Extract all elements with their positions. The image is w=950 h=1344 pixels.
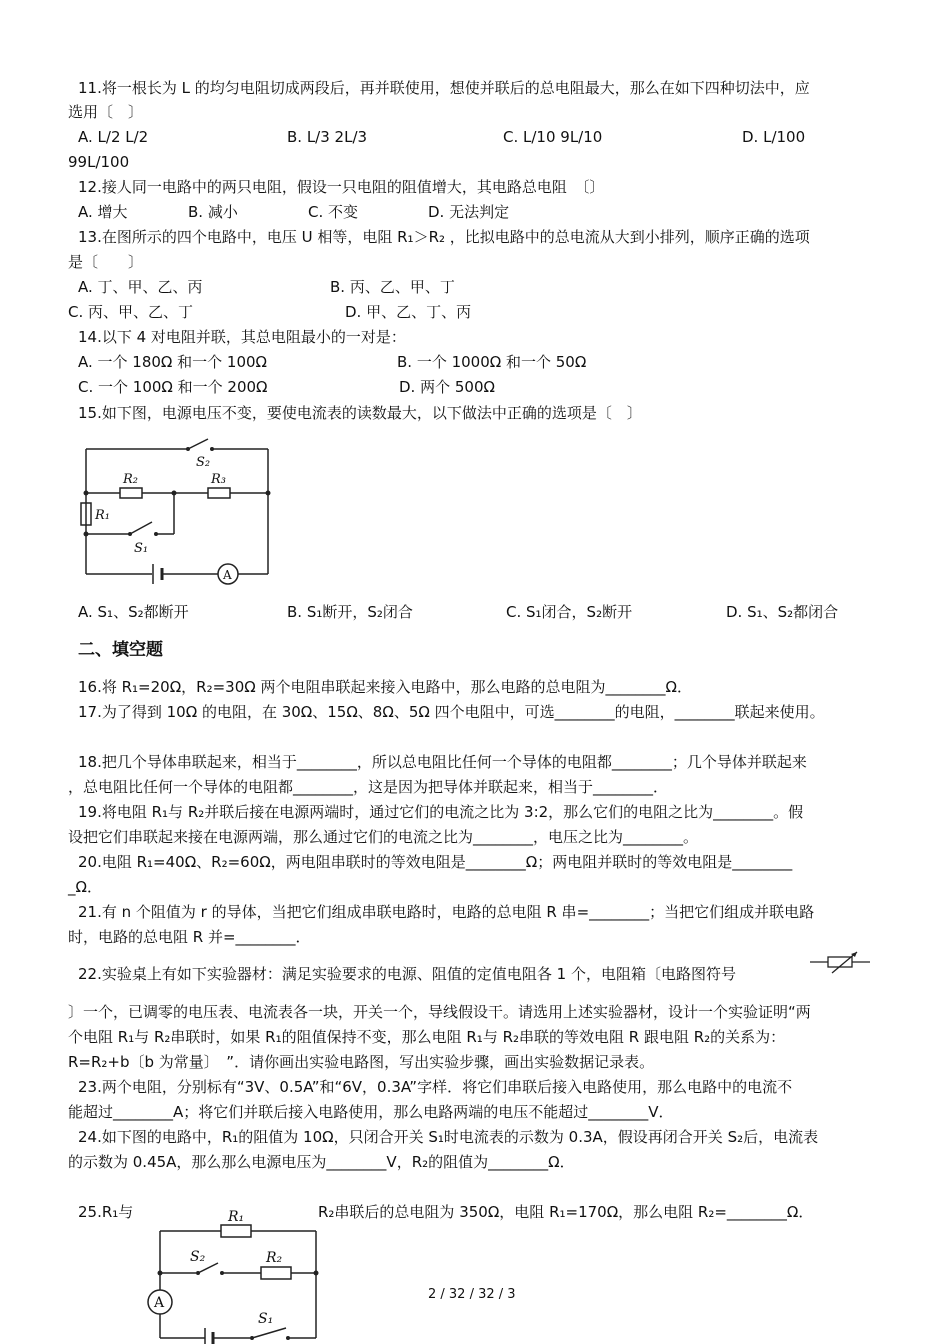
q12-option-d: D. 无法判定 — [428, 203, 510, 221]
q13-option-c: C. 丙、甲、乙、丁 — [68, 303, 194, 321]
q14-option-b: B. 一个 1000Ω 和一个 50Ω — [397, 353, 587, 371]
q15-label-r2: R₂ — [123, 472, 138, 487]
q13-stem-line2: 是〔 〕 — [68, 253, 144, 271]
q16: 16.将 R₁=20Ω，R₂=30Ω 两个电阻串联起来接入电路中，那么电路的总电阻为________Ω． — [78, 678, 692, 696]
q25-label-r1: R₁ — [228, 1209, 245, 1225]
q25-label-s1: S₁ — [258, 1311, 274, 1327]
section-heading-fill-in: 二、填空题 — [78, 640, 163, 660]
q25-label-s2: S₂ — [190, 1249, 206, 1265]
q22-line2: 〕一个，已调零的电压表、电流表各一块，开关一个，导线假设干。请选用上述实验器材，设计一个实验证明“两 — [68, 1003, 811, 1021]
q22-line4: R=R₂+b〔b 为常量〕 ”．请你画出实验电路图，写出实验步骤，画出实验数据记录表。 — [68, 1053, 655, 1071]
q24-line2: 的示数为 0.45A，那么那么电源电压为________V，R₂的阻值为________Ω． — [68, 1153, 575, 1171]
q15-ammeter-label: A — [223, 568, 232, 582]
q25-ammeter-label: A — [154, 1295, 165, 1311]
q15-label-r1: R₁ — [95, 508, 110, 523]
q13-option-b: B. 丙、乙、甲、丁 — [330, 278, 455, 296]
q23-line1: 23.两个电阻，分别标有“3V、0.5A”和“6V，0.3A”字样．将它们串联后接入电路使用，那么电路中的电流不 — [78, 1078, 793, 1096]
q24-line1: 24.如下图的电路中，R₁的阻值为 10Ω，只闭合开关 S₁时电流表的示数为 0.3A，假设再闭合开关 S₂后，电流表 — [78, 1128, 819, 1146]
q25-prefix: 25.R₁与 — [78, 1203, 134, 1221]
q12-stem: 12.接人同一电路中的两只电阻，假设一只电阻的阻值增大，其电路总电阻 〔〕 — [78, 178, 605, 196]
q19-line1: 19.将电阻 R₁与 R₂并联后接在电源两端时，通过它们的电流之比为 3:2，那么它们的电阻之比为________。假 — [78, 803, 804, 821]
q25-rest: R₂串联后的总电阻为 350Ω，电阻 R₁=170Ω，那么电阻 R₂=________Ω． — [318, 1203, 814, 1221]
q11-option-d: D. L/100 — [742, 128, 806, 146]
q11-option-a: A. L/2 L/2 — [78, 128, 149, 146]
q11-option-b: B. L/3 2L/3 — [287, 128, 368, 146]
q13-option-a: A. 丁、甲、乙、丙 — [78, 278, 203, 296]
q11-option-c: C. L/10 9L/10 — [503, 128, 603, 146]
q15-label-s1: S₁ — [134, 541, 149, 556]
q14-stem: 14.以下 4 对电阻并联，其总电阻最小的一对是： — [78, 328, 406, 346]
q18-line1: 18.把几个导体串联起来，相当于________，所以总电阻比任何一个导体的电阻都________；几个导体并联起来 — [78, 753, 807, 771]
q15-label-r3: R₃ — [211, 472, 226, 487]
q14-option-c: C. 一个 100Ω 和一个 200Ω — [78, 378, 268, 396]
q12-option-c: C. 不变 — [308, 203, 359, 221]
q15-label-s2: S₂ — [196, 455, 211, 470]
q15-stem: 15.如下图，电源电压不变，要使电流表的读数最大，以下做法中正确的选项是〔 〕 — [78, 404, 642, 422]
q23-line2: 能超过________A；将它们并联后接入电路使用，那么电路两端的电压不能超过________V． — [68, 1103, 674, 1121]
q15-option-d: D. S₁、S₂都闭合 — [726, 603, 839, 621]
q25-label-r2: R₂ — [266, 1250, 283, 1266]
q14-option-d: D. 两个 500Ω — [399, 378, 495, 396]
q22-line3: 个电阻 R₁与 R₂串联时，如果 R₁的阻值保持不变，那么电阻 R₁与 R₂串联的等效电阻 R 跟电阻 R₂的关系为： — [68, 1028, 786, 1046]
q15-option-a: A. S₁、S₂都断开 — [78, 603, 189, 621]
q14-option-a: A. 一个 180Ω 和一个 100Ω — [78, 353, 268, 371]
q22-line1: 22.实验桌上有如下实验器材：满足实验要求的电源、阻值的定值电阻各 1 个，电阻箱〔电路图符号 — [78, 965, 736, 983]
q11-stem-line1: 11.将一根长为 L 的均匀电阻切成两段后，再并联使用，想使并联后的总电阻最大，那么在如下四种切法中，应 — [78, 79, 810, 97]
q12-option-a: A. 增大 — [78, 203, 128, 221]
q13-stem-line1: 13.在图所示的四个电路中，电压 U 相等，电阻 R₁＞R₂ ，比拟电路中的总电流从大到小排列，顺序正确的选项 — [78, 228, 810, 246]
q20-line2: _Ω． — [68, 878, 102, 896]
q13-option-d: D. 甲、乙、丁、丙 — [345, 303, 472, 321]
q18-line2: ，总电阻比任何一个导体的电阻都________，这是因为把导体并联起来，相当于________． — [68, 778, 669, 796]
q20-line1: 20.电阻 R₁=40Ω、R₂=60Ω，两电阻串联时的等效电阻是________Ω；两电阻并联时的等效电阻是________ — [78, 853, 793, 871]
q15-option-c: C. S₁闭合，S₂断开 — [506, 603, 633, 621]
page-number: 2 / 32 / 32 / 3 — [428, 1287, 516, 1302]
q21-line1: 21.有 n 个阻值为 r 的导体，当把它们组成串联电路时，电路的总电阻 R 串=________；当把它们组成并联电路 — [78, 903, 815, 921]
q11-option-d-cont: 99L/100 — [68, 153, 130, 171]
q11-stem-line2: 选用〔 〕 — [68, 103, 144, 121]
q21-line2: 时，电路的总电阻 R 并=________． — [68, 928, 311, 946]
q19-line2: 设把它们串联起来接在电源两端，那么通过它们的电流之比为________，电压之比为________。 — [68, 828, 699, 846]
q17: 17.为了得到 10Ω 的电阻，在 30Ω、15Ω、8Ω、5Ω 四个电阻中，可选________的电阻，________联起来使用。 — [78, 703, 825, 721]
q12-option-b: B. 减小 — [188, 203, 238, 221]
q15-option-b: B. S₁断开，S₂闭合 — [287, 603, 413, 621]
